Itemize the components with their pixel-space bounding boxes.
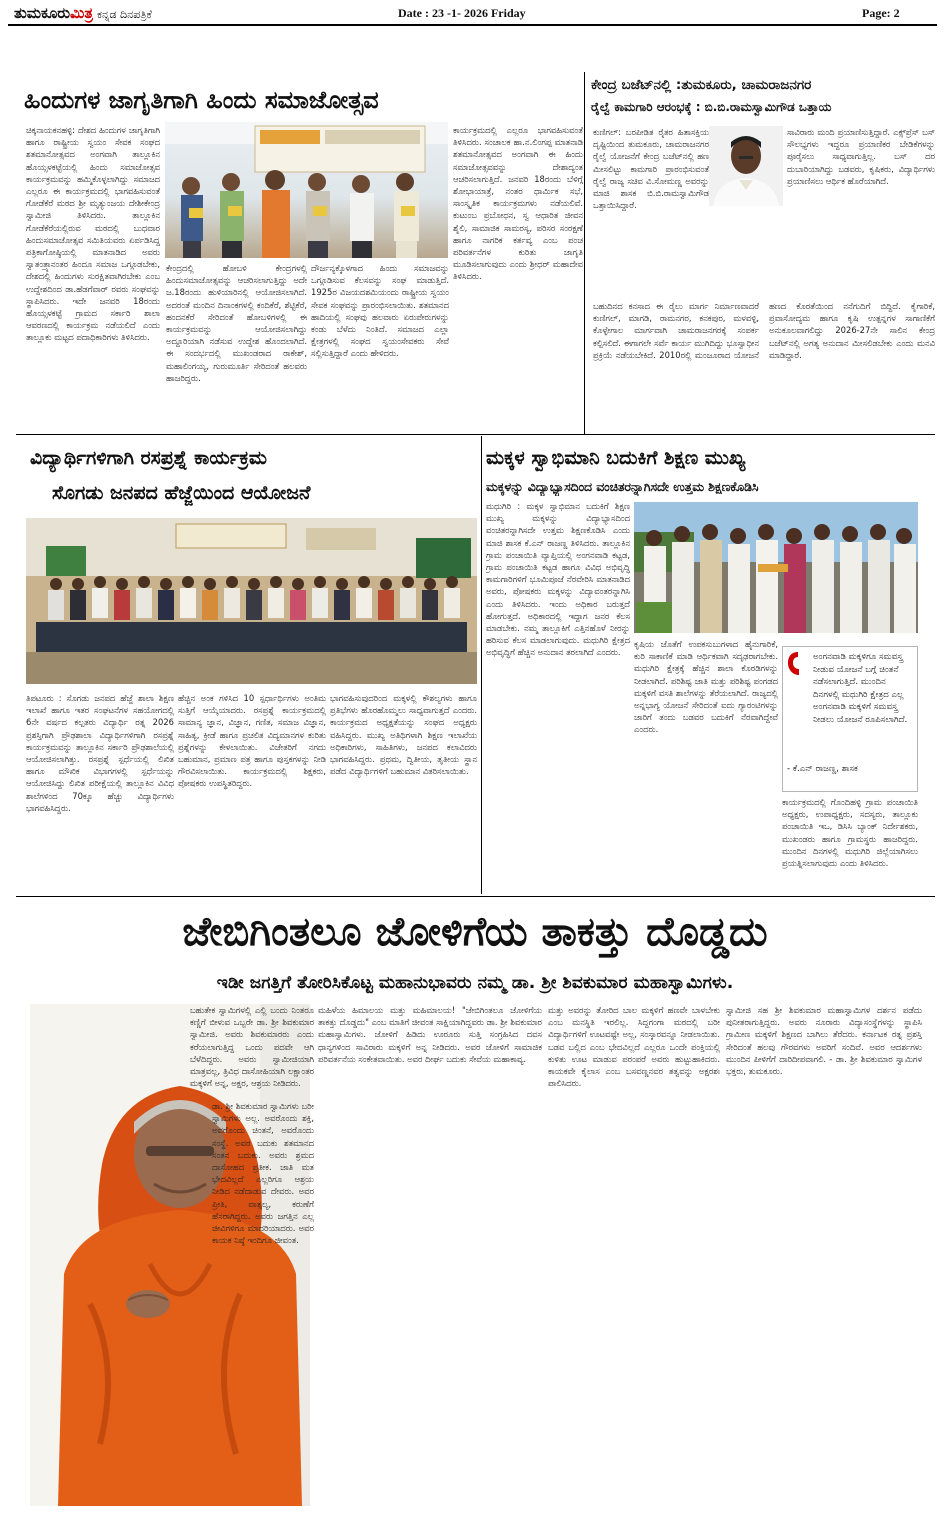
- story2-headline-line2: ರೈಲ್ವೆ ಕಾಮಗಾರಿ ಆರಂಭಕ್ಕೆ : ಬಿ.ಬಿ.ರಾಮಸ್ವಾಮಿಗೌಡ ಒತ್ತಾಯ: [591, 100, 832, 114]
- story1-col3: ದೌರ್ಜನ್ಯಕ್ಕೊಳಗಾದ ಹಿಂದು ಸಮಾಜವನ್ನು ಒಗ್ಗೂಡಿಸುವ ಕೆಲಸವನ್ನು ಸಂಘ ಮಾಡುತ್ತಿದೆ. 1925ರ ವಿಜಯದಶಮಿಯಂದು ರಾಷ್ಟ್ರೀಯ ಸ್ವಯಂ ಸೇವಕ ಸಂಘವನ್ನು ಪ್ರಾರಂಭಿಸಲಾಯಿತು. ಶತಮಾನದ ಹಾದಿಯಲ್ಲಿ ಸಂಘವು ಹಲವಾರು ಏರುಪೇರುಗಳನ್ನು ಕಂಡು ಬೆಳೆದು ನಿಂತಿದೆ. ಸಮಾಜದ ಎಲ್ಲಾ ಕ್ಷೇತ್ರಗಳಲ್ಲಿ ಸಂಘದ ಸ್ವಯಂಸೇವಕರು ಸೇವೆ ಸಲ್ಲಿಸುತ್ತಿದ್ದಾರೆ ಎಂದು ಹೇಳಿದರು.: [311, 263, 449, 359]
- story4-col1: ಮಧುಗಿರಿ : ಮಕ್ಕಳ ಸ್ವಾಭಿಮಾನ ಬದುಕಿಗೆ ಶಿಕ್ಷಣ ಮುಖ್ಯ ಮಕ್ಕಳನ್ನು ವಿದ್ಯಾಭ್ಯಾಸದಿಂದ ವಂಚಿತರನ್ನಾಗಿಸದೇ ಉತ್ತಮ ಶಿಕ್ಷಣಕೊಡಿಸಿ ಎಂದು ಮಾಜಿ ಶಾಸಕ ಕೆ.ಎನ್ ರಾಜಣ್ಣ ತಿಳಿಸಿದರು. ತಾಲ್ಲೂಕಿನ ಗ್ರಾಮ ಪಂಚಾಯಿತಿ ವ್ಯಾಪ್ತಿಯಲ್ಲಿ ಅಂಗನವಾಡಿ ಕಟ್ಟಡ, ಗ್ರಾಮ ಪಂಚಾಯಿತಿ ಕಟ್ಟಡ ಹಾಗೂ ವಿವಿಧ ಅಭಿವೃದ್ಧಿ ಕಾಮಗಾರಿಗಳಿಗೆ ಭೂಮಿಪೂಜೆ ನೆರವೇರಿಸಿ ಮಾತನಾಡಿದ ಅವರು, ಪೋಷಕರು ಮಕ್ಕಳನ್ನು ವಿದ್ಯಾವಂತರನ್ನಾಗಿಸಿ ಎಂದು ತಿಳಿಸಿದರು. ಇಂದು ಅಧಿಕಾರ ಬರುತ್ತದೆ ಹೋಗುತ್ತದೆ. ಅಧಿಕಾರದಲ್ಲಿ ಇದ್ದಾಗ ಜನರ ಕೆಲಸ ಮಾಡಬೇಕು. ನಮ್ಮ ತಾಲ್ಲೂಕಿಗೆ ಎತ್ತಿನಹೊಳೆ ನೀರನ್ನು ಹರಿಸುವ ಕೆಲಸ ಮಾಡಲಾಗುವುದು. ಮಧುಗಿರಿ ಕ್ಷೇತ್ರದ ಅಭಿವೃದ್ಧಿಗೆ ಹೆಚ್ಚಿನ ಅನುದಾನ ತರಲಾಗಿದೆ ಎಂದರು.: [486, 501, 630, 658]
- paper-subtitle: ಕನ್ನಡ ದಿನಪತ್ರಿಕೆ: [96, 8, 152, 21]
- story1-col4: ಕಾರ್ಯಕ್ರಮದಲ್ಲಿ ಎಲ್ಲರೂ ಭಾಗವಹಿಸುವಂತೆ ತಿಳಿಸಿದರು. ಸಂಚಾಲಕ ಹಾ.ನ.ಲಿಂಗಪ್ಪ ಮಾತನಾಡಿ ಶತಮಾನೋತ್ಸವದ ಅಂಗವಾಗಿ ಈ ಹಿಂದು ಸಮಾಜೋತ್ಸವವನ್ನು ದೇಶಾದ್ಯಂತ ಆಚರಿಸಲಾಗುತ್ತಿದೆ. ಜನವರಿ 18ರಂದು ಬೆಳಿಗ್ಗೆ ಶೋಭಾಯಾತ್ರೆ, ನಂತರ ಧಾರ್ಮಿಕ ಸಭೆ, ಸಾಂಸ್ಕೃತಿಕ ಕಾರ್ಯಕ್ರಮಗಳು ನಡೆಯಲಿವೆ. ಕುಟುಂಬ ಪ್ರಬೋಧನ, ಸ್ವ ಆಧಾರಿತ ಜೀವನ ಶೈಲಿ, ಸಾಮಾಜಿಕ ಸಾಮರಸ್ಯ, ಪರಿಸರ ಸಂರಕ್ಷಣೆ ಹಾಗೂ ನಾಗರಿಕ ಕರ್ತವ್ಯ ಎಂಬ ಪಂಚ ಪರಿವರ್ತನೆಗಳ ಕುರಿತು ಜಾಗೃತಿ ಮೂಡಿಸಲಾಗುವುದು ಎಂದು ಶ್ರೀಧರ್ ಮಹಾದೇವ ತಿಳಿಸಿದರು.: [453, 125, 583, 282]
- story5-col1: ಬಹುತೇಕ ಸ್ವಾಮಿಗಳಲ್ಲಿ ಎಲ್ಲಿ ಬಂದು ನಿಂತರೂ ಕಣ್ಣಿಗೆ ಬೀಳುವ ಒಬ್ಬರೇ ಡಾ. ಶ್ರೀ ಶಿವಕುಮಾರ ಸ್ವಾಮೀಜಿ. ಅವರು ಶಿವಕುಮಾರರು ಎಂದು ಕರೆಯಲಾಗುತ್ತಿದ್ದ ಒಂದು ಪದವೇ ಆಗಿ ಬೆಳೆದಿದ್ದರು. ಅವರು ಸ್ವಾಮೀಜಿಯಾಗಿ ಮಾತ್ರವಲ್ಲ, ತ್ರಿವಿಧ ದಾಸೋಹಿಯಾಗಿ ಲಕ್ಷಾಂತರ ಮಕ್ಕಳಿಗೆ ಅನ್ನ, ಅಕ್ಷರ, ಆಶ್ರಯ ನೀಡಿದರು.: [190, 1005, 314, 1089]
- story5-col2: ಡಾ. ಶ್ರೀ ಶಿವಕುಮಾರ ಸ್ವಾಮಿಗಳು ಬರೀ ಸ್ವಾಮಿಗಳು ಅಲ್ಲ. ಅವರೊಂದು ಶಕ್ತಿ, ಅವರೊಂದು ಚಿಂತನೆ, ಅವರೊಂದು ಸಂಸ್ಥೆ. ಅವರ ಬದುಕು ಶತಮಾನದ ಸಂತನ ಬದುಕು. ಅವರು ಶ್ರಮದ ದಾಸೋಹದ ಪ್ರತೀಕ. ಜಾತಿ ಮತ ಭೇದವಿಲ್ಲದೆ ಎಲ್ಲರಿಗೂ ಆಶ್ರಯ ನೀಡಿದ ನಡೆದಾಡುವ ದೇವರು. ಅವರ ಪ್ರೀತಿ, ವಾತ್ಸಲ್ಯ, ಕರುಣೆಗೆ ಹೆಸರಾಗಿದ್ದರು. ಅವರು ಜಗತ್ತಿನ ಎಲ್ಲ ಜೀವಿಗಳಿಗೂ ಮಾದರಿಯಾದರು. ಅವರ ಕಾಯಕ ನಿಷ್ಠೆ ಇಂದಿಗೂ ಜೀವಂತ.: [212, 1101, 314, 1246]
- story3-headline-line2: ಸೊಗಡು ಜನಪದ ಹೆಜ್ಜೆಯಿಂದ ಆಯೋಜನೆ: [52, 482, 311, 504]
- story4-quote-attribution: - ಕೆ.ಎನ್ ರಾಜಣ್ಣ, ಶಾಸಕ: [787, 764, 858, 774]
- story4-ceremony-photo: [634, 502, 918, 633]
- story5-col3: ಮಹಿಳೆಯ ಹಿಮಾಲಯ ಮತ್ತು ಮಹಿಮಾಲಯ! "ಜೇಬಿಗಿಂತಲೂ ಜೋಳಿಗೆಯ ತಾಕತ್ತು ದೊಡ್ಡದು" ಎಂಬ ಮಾತಿಗೆ ಜೀವಂತ ಸಾಕ್ಷಿಯಾಗಿದ್ದವರು ಡಾ. ಶ್ರೀ ಶಿವಕುಮಾರ ಮಹಾಸ್ವಾಮಿಗಳು. ಜೋಳಿಗೆ ಹಿಡಿದು ಊರೂರು ಸುತ್ತಿ ಸಂಗ್ರಹಿಸಿದ ದವಸ ಧಾನ್ಯಗಳಿಂದ ಸಾವಿರಾರು ಮಕ್ಕಳಿಗೆ ಅನ್ನ ನೀಡಿದರು. ಅವರ ಜೋಳಿಗೆ ಸಾಮಾಜಿಕ ಪರಿವರ್ತನೆಯ ಸಂಕೇತವಾಯಿತು. ಅವರ ದೀರ್ಘ ಬದುಕು ಸೇವೆಯ ಮಹಾಕಾವ್ಯ.: [318, 1005, 542, 1064]
- page-number: Page: 2: [862, 6, 900, 20]
- story5-col5: ಸ್ವಾಮೀಜಿ ಸಹ ಶ್ರೀ ಶಿವಕುಮಾರ ಮಹಾಸ್ವಾಮಿಗಳ ದರ್ಶನ ಪಡೆದು ಪುನೀತರಾಗುತ್ತಿದ್ದರು. ಅವರು ನೂರಾರು ವಿದ್ಯಾಸಂಸ್ಥೆಗಳನ್ನು ಸ್ಥಾಪಿಸಿ ಗ್ರಾಮೀಣ ಮಕ್ಕಳಿಗೆ ಶಿಕ್ಷಣದ ಬಾಗಿಲು ತೆರೆದರು. ಕರ್ನಾಟಕ ರತ್ನ ಪ್ರಶಸ್ತಿ ಸೇರಿದಂತೆ ಹಲವು ಗೌರವಗಳು ಅವರಿಗೆ ಸಂದಿವೆ. ಅವರ ಆದರ್ಶಗಳು ಮುಂದಿನ ಪೀಳಿಗೆಗೆ ದಾರಿದೀಪವಾಗಲಿ. - ಡಾ. ಶ್ರೀ ಶಿವಕುಮಾರ ಸ್ವಾಮಿಗಳ ಭಕ್ತರು, ತುಮಕೂರು.: [726, 1005, 922, 1077]
- column-divider: [481, 436, 482, 894]
- masthead-brand: [14, 4, 152, 22]
- story3-headline-line1: ವಿದ್ಯಾರ್ಥಿಗಳಿಗಾಗಿ ರಸಪ್ರಶ್ನೆ ಕಾರ್ಯಕ್ರಮ: [30, 447, 267, 469]
- story2-headline-line1: ಕೇಂದ್ರ ಬಜೆಟ್‌ನಲ್ಲಿ :ತುಮಕೂರು, ಚಾಮರಾಜನಗರ: [591, 77, 812, 93]
- story2-body-right: ಸಾವಿರಾರು ಮಂದಿ ಪ್ರಯಾಣಿಸುತ್ತಿದ್ದಾರೆ. ಎಕ್ಸ್‌ಪ್ರೆಸ್ ಬಸ್ ಸೌಲಭ್ಯಗಳು ಇದ್ದರೂ ಪ್ರಯಾಣಿಕರ ಬೇಡಿಕೆಗಳನ್ನು ಪೂರೈಸಲು ಸಾಧ್ಯವಾಗುತ್ತಿಲ್ಲ. ಬಸ್ ದರ ದುಬಾರಿಯಾಗಿದ್ದು ಬಡವರು, ಕೃಷಿಕರು, ವಿದ್ಯಾರ್ಥಿಗಳು ಪ್ರಯಾಣಿಸಲು ಆರ್ಥಿಕ ಹೊರೆಯಾಗಿದೆ.: [787, 127, 935, 186]
- story3-col3: ಭಾಗವಹಿಸುವುದರಿಂದ ಮಕ್ಕಳಲ್ಲಿ ಕೌಶಲ್ಯಗಳು ಹಾಗೂ ಪ್ರತಿಭೆಗಳು ಹೊರಹೊಮ್ಮಲು ಸಾಧ್ಯವಾಗುತ್ತದೆ ಎಂದರು. ಕಾರ್ಯಕ್ರಮದ ಅಧ್ಯಕ್ಷತೆಯನ್ನು ಸಂಘದ ಅಧ್ಯಕ್ಷರು ವಹಿಸಿದ್ದರು. ಮುಖ್ಯ ಅತಿಥಿಗಳಾಗಿ ಶಿಕ್ಷಣ ಇಲಾಖೆಯ ಅಧಿಕಾರಿಗಳು, ಸಾಹಿತಿಗಳು, ಜನಪದ ಕಲಾವಿದರು ಭಾಗವಹಿಸಿದ್ದರು. ಪ್ರಥಮ, ದ್ವಿತೀಯ, ತೃತೀಯ ಸ್ಥಾನ ಪಡೆದ ವಿದ್ಯಾರ್ಥಿಗಳಿಗೆ ಬಹುಮಾನ ವಿತರಿಸಲಾಯಿತು.: [330, 693, 477, 777]
- story4-subhead: ಮಕ್ಕಳನ್ನು ವಿದ್ಯಾಭ್ಯಾಸದಿಂದ ವಂಚಿತರನ್ನಾಗಿಸದೇ ಉತ್ತಮ ಶಿಕ್ಷಣಕೊಡಿಸಿ: [486, 480, 759, 494]
- story5-headline: ಜೇಬಿಗಿಂತಲೂ ಜೋಳಿಗೆಯ ತಾಕತ್ತು ದೊಡ್ಡದು: [182, 909, 768, 955]
- masthead-rule: [8, 24, 937, 26]
- story4-quote-box: [782, 646, 918, 792]
- story2-body-top: ಕುಣಿಗಲ್: ಬರಪೀಡಿತ ರೈತರ ಹಿತಾಸಕ್ತಿಯ ದೃಷ್ಟಿಯಿಂದ ತುಮಕೂರು, ಚಾಮರಾಜನಗರ ರೈಲ್ವೆ ಯೋಜನೆಗೆ ಕೇಂದ್ರ ಬಜೆಟ್‌ನಲ್ಲಿ ಹಣ ಮೀಸಲಿಟ್ಟು ಕಾಮಗಾರಿ ಪ್ರಾರಂಭಿಸುವಂತೆ ರೈಲ್ವೆ ರಾಜ್ಯ ಸಚಿವ ವಿ.ಸೋಮಣ್ಣ ಅವರನ್ನು ಮಾಜಿ ಶಾಸಕ ಬಿ.ಬಿ.ರಾಮಸ್ವಾಮಿಗೌಡ ಒತ್ತಾಯಿಸಿದ್ದಾರೆ.: [593, 127, 709, 211]
- story4-quote-text: ಅಂಗನವಾಡಿ ಮಕ್ಕಳಿಗೂ ಸಮವಸ್ತ್ರ ನೀಡುವ ಯೋಜನೆ ಬಗ್ಗೆ ಚಿಂತನೆ ನಡೆಸಲಾಗುತ್ತಿದೆ. ಮುಂದಿನ ದಿನಗಳಲ್ಲಿ ಮಧುಗಿರಿ ಕ್ಷೇತ್ರದ ಎಲ್ಲ ಅಂಗನವಾಡಿ ಮಕ್ಕಳಿಗೆ ಸಮವಸ್ತ್ರ ನೀಡಲು ಯೋಜನೆ ರೂಪಿಸಲಾಗಿದೆ.: [813, 652, 908, 725]
- story1-col1: ಚಿಕ್ಕನಾಯಕನಹಳ್ಳಿ: ದೇಶದ ಹಿಂದುಗಳ ಜಾಗೃತಿಗಾಗಿ ಹಾಗೂ ರಾಷ್ಟ್ರೀಯ ಸ್ವಯಂ ಸೇವಕ ಸಂಘದ ಶತಮಾನೋತ್ಸವದ ಅಂಗವಾಗಿ ತಾಲ್ಲೂಕಿನ ಹೊಯ್ಸಳಕಟ್ಟೆಯಲ್ಲಿ ಹಿಂದು ಸಮಾಜೋತ್ಸವ ಕಾರ್ಯಕ್ರಮವನ್ನು ಹಮ್ಮಿಕೊಳ್ಳಲಾಗಿದ್ದು ಸಮಾಜದ ಎಲ್ಲರೂ ಈ ಕಾರ್ಯಕ್ರಮದಲ್ಲಿ ಭಾಗವಹಿಸುವಂತೆ ಗೋಡೆಕೆರೆ ಮಠದ ಶ್ರೀ ಮೃತ್ಯುಂಜಯ ದೇಶೀಕೇಂದ್ರ ಸ್ವಾಮೀಜಿ ತಿಳಿಸಿದರು. ತಾಲ್ಲೂಕಿನ ಗೋಡೆಕೆರೆಯಲ್ಲಿರುವ ಮಠದಲ್ಲಿ ಬುಧವಾರ ಹಿಂದುಸಮಾಜೋತ್ಸವ ಸಮಿತಿಯವರು ಏರ್ಪಡಿಸಿದ್ದ ಪತ್ರಿಕಾಗೋಷ್ಠಿಯಲ್ಲಿ ಮಾತನಾಡಿದ ಅವರು ಸ್ವಾತಂತ್ರ್ಯಾನಂತರ ಹಿಂದೂ ಸಮಾಜ ಒಗ್ಗೂಡಬೇಕು, ದೇಶದಲ್ಲಿ ಹಿಂದುಗಳು ಸುರಕ್ಷಿತವಾಗಿರಬೇಕು ಎಂಬ ಉದ್ದೇಶದಿಂದ ಡಾ.ಹೆಡಗೆವಾರ್ ರವರು ಸಂಘವನ್ನು ಸ್ಥಾಪಿಸಿದರು. ಇದೇ ಜನವರಿ 18ರಂದು ಹೊಯ್ಸಳಕಟ್ಟೆ ಗ್ರಾಮದ ಸರ್ಕಾರಿ ಶಾಲಾ ಆವರಣದಲ್ಲಿ ಕಾರ್ಯಕ್ರಮ ನಡೆಯಲಿದೆ ಎಂದು ತಾಲ್ಲೂಕು ಮಟ್ಟದ ಪದಾಧಿಕಾರಿಗಳು ತಿಳಿಸಿದರು.: [26, 125, 160, 343]
- story4-col2: ಕೃಷಿಯ ಜೊತೆಗೆ ಉಪಕಸುಬುಗಳಾದ ಹೈನುಗಾರಿಕೆ, ಕುರಿ ಸಾಕಾಣಿಕೆ ಮಾಡಿ ಆರ್ಥಿಕವಾಗಿ ಸದೃಢರಾಗಬೇಕು. ಮಧುಗಿರಿ ಕ್ಷೇತ್ರಕ್ಕೆ ಹೆಚ್ಚಿನ ಶಾಲಾ ಕೊಠಡಿಗಳನ್ನು ನೀಡಲಾಗಿದೆ. ಪರಿಶಿಷ್ಟ ಜಾತಿ ಮತ್ತು ಪರಿಶಿಷ್ಟ ಪಂಗಡದ ಮಕ್ಕಳಿಗೆ ವಸತಿ ಶಾಲೆಗಳನ್ನು ತೆರೆಯಲಾಗಿದೆ. ರಾಜ್ಯದಲ್ಲಿ ಅನ್ನಭಾಗ್ಯ ಯೋಜನೆ ಸೇರಿದಂತೆ ಐದು ಗ್ಯಾರಂಟಿಗಳನ್ನು ಜಾರಿಗೆ ತಂದು ಬಡವರ ಬದುಕಿಗೆ ನೆರವಾಗಿದ್ದೇವೆ ಎಂದರು.: [634, 639, 778, 735]
- paper-prefix: ತುಮಕೂರು: [14, 4, 71, 22]
- story2-portrait-photo: [709, 126, 783, 206]
- story1-headline: ಹಿಂದುಗಳ ಜಾಗೃತಿಗಾಗಿ ಹಿಂದು ಸಮಾಜೋತ್ಸವ: [24, 86, 379, 114]
- story4-col3: ಕಾರ್ಯಕ್ರಮದಲ್ಲಿ ಗೊಂದಿಹಳ್ಳಿ ಗ್ರಾಮ ಪಂಚಾಯಿತಿ ಅಧ್ಯಕ್ಷರು, ಉಪಾಧ್ಯಕ್ಷರು, ಸದಸ್ಯರು, ತಾಲ್ಲೂಕು ಪಂಚಾಯಿತಿ ಇಒ, ಡಿಸಿಸಿ ಬ್ಯಾಂಕ್ ನಿರ್ದೇಶಕರು, ಮುಖಂಡರು ಹಾಗೂ ಗ್ರಾಮಸ್ಥರು ಹಾಜರಿದ್ದರು. ಮುಂದಿನ ದಿನಗಳಲ್ಲಿ ಮಧುಗಿರಿ ಜಿಲ್ಲೆಯಾಗಿಸಲು ಪ್ರಯತ್ನಿಸಲಾಗುವುದು ಎಂದು ತಿಳಿಸಿದರು.: [782, 797, 918, 869]
- quote-mark-icon: [787, 651, 809, 677]
- story5-col4: ಮತ್ತು ಅವರನ್ನು ತೋರಿದ ಬಾಲ ಮಕ್ಕಳಿಗೆ ಹಣವೇ ಬಾಳಬೇಕು ಎಂಬ ಮನಸ್ಥಿತಿ ಇರಲಿಲ್ಲ. ಸಿದ್ದಗಂಗಾ ಮಠದಲ್ಲಿ ಬರೀ ವಿದ್ಯಾರ್ಥಿಗಳಿಗೆ ಊಟವಷ್ಟೇ ಅಲ್ಲ, ಸಂಸ್ಕಾರವನ್ನೂ ನೀಡಲಾಯಿತು. ಬಡವ ಬಲ್ಲಿದ ಎಂಬ ಭೇದವಿಲ್ಲದೆ ಎಲ್ಲರೂ ಒಂದೇ ಪಂಕ್ತಿಯಲ್ಲಿ ಕುಳಿತು ಊಟ ಮಾಡುವ ಪರಂಪರೆ ಅವರು ಹುಟ್ಟುಹಾಕಿದರು. ಕಾಯಕವೇ ಕೈಲಾಸ ಎಂಬ ಬಸವಣ್ಣನವರ ತತ್ವವನ್ನು ಅಕ್ಷರಶಃ ಪಾಲಿಸಿದರು.: [548, 1005, 720, 1089]
- column-divider: [584, 72, 585, 434]
- story5-subhead: ಇಡೀ ಜಗತ್ತಿಗೆ ತೋರಿಸಿಕೊಟ್ಟ ಮಹಾನುಭಾವರು ನಮ್ಮ ಡಾ. ಶ್ರೀ ಶಿವಕುಮಾರ ಮಹಾಸ್ವಾಮಿಗಳು.: [216, 973, 734, 993]
- section-rule: [16, 896, 935, 897]
- story1-col2: ಕೇಂದ್ರದಲ್ಲಿ ಹೋಬಳಿ ಕೇಂದ್ರಗಳಲ್ಲಿ ಹಿಂದುಸಮಾಜೋತ್ಸವನ್ನು ಆಚರಿಸಲಾಗುತ್ತಿದ್ದು ಅದೇ ಜ.18ರಂದು ಹುಳಿಯಾರಿನಲ್ಲಿ ಆಯೋಜಿಸಲಾಗಿದೆ. ಅದರಂತೆ ಮಂದಿನ ದಿನಾಂಕಗಳಲ್ಲಿ ಕಂದಿಕೆರೆ, ಶೆಟ್ಟಿಕೆರೆ, ಹಂದನಕೆರೆ ಸೇರಿದಂತೆ ಹೋಬಳಿಗಳಲ್ಲಿ ಈ ಕಾರ್ಯಕ್ರಮವನ್ನು ಆಯೋಜಿಸಲಾಗಿದ್ದು ಅದ್ದೂರಿಯಾಗಿ ನಡೆಸುವ ಉದ್ದೇಶ ಹೊಂದಲಾಗಿದೆ. ಈ ಸಂದರ್ಭದಲ್ಲಿ ಮುಖಂಡರಾದ ರಾಕೇಶ್, ಮಹಾಲಿಂಗಯ್ಯ, ಗುರುಮೂರ್ತಿ ಸೇರಿದಂತೆ ಹಲವರು ಹಾಜರಿದ್ದರು.: [166, 263, 307, 383]
- story3-col2: ಹೆಚ್ಚಿನ ಅಂಕ ಗಳಿಸಿದ 10 ಸ್ಪರ್ಧಾರ್ಥಿಗಳು ಅಂತಿಮ ಸುತ್ತಿಗೆ ಆಯ್ಕೆಯಾದರು. ರಸಪ್ರಶ್ನೆ ಕಾರ್ಯಕ್ರಮದಲ್ಲಿ ಸಾಮಾನ್ಯ ಜ್ಞಾನ, ವಿಜ್ಞಾನ, ಗಣಿತ, ಸಮಾಜ ವಿಜ್ಞಾನ, ಸಾಹಿತ್ಯ, ಕ್ರೀಡೆ ಹಾಗೂ ಪ್ರಚಲಿತ ವಿದ್ಯಮಾನಗಳ ಕುರಿತು ಪ್ರಶ್ನೆಗಳನ್ನು ಕೇಳಲಾಯಿತು. ವಿಜೇತರಿಗೆ ನಗದು ಬಹುಮಾನ, ಪ್ರಮಾಣ ಪತ್ರ ಹಾಗೂ ಪುಸ್ತಕಗಳನ್ನು ನೀಡಿ ಗೌರವಿಸಲಾಯಿತು. ಕಾರ್ಯಕ್ರಮದಲ್ಲಿ ಶಿಕ್ಷಕರು, ಪೋಷಕರು ಉಪಸ್ಥಿತರಿದ್ದರು.: [178, 693, 326, 789]
- story3-students-photo: [26, 518, 477, 684]
- section-rule: [16, 434, 935, 435]
- story3-col1: ತಿಪಟೂರು : ಸೊಗಡು ಜನಪದ ಹೆಜ್ಜೆ ಶಾಲಾ ಶಿಕ್ಷಣ ಇಲಾಖೆ ಹಾಗೂ ಇತರ ಸಂಘಟನೆಗಳ ಸಹಯೋಗದಲ್ಲಿ 6ನೇ ವರ್ಷದ ಕಲ್ಪತರು ವಿದ್ಯಾರ್ಥಿ ರತ್ನ 2026 ಪ್ರಶಸ್ತಿಗಾಗಿ ಪ್ರೌಢಶಾಲಾ ವಿದ್ಯಾರ್ಥಿಗಳಿಗಾಗಿ ರಸಪ್ರಶ್ನೆ ಕಾರ್ಯಕ್ರಮವನ್ನು ತಾಲ್ಲೂಕಿನ ಸರ್ಕಾರಿ ಪ್ರೌಢಶಾಲೆಯಲ್ಲಿ ಆಯೋಜಿಸಲಾಗಿತ್ತು. ರಸಪ್ರಶ್ನೆ ಸ್ಪರ್ಧೆಯಲ್ಲಿ ಲಿಖಿತ ಹಾಗೂ ಮೌಖಿಕ ವಿಭಾಗಗಳಲ್ಲಿ ಸ್ಪರ್ಧೆಯನ್ನು ಆಯೋಜಿಸಿದ್ದು ಲಿಖಿತ ಪರೀಕ್ಷೆಯಲ್ಲಿ ತಾಲ್ಲೂಕಿನ ವಿವಿಧ ಶಾಲೆಗಳಿಂದ 70ಕ್ಕೂ ಹೆಚ್ಚು ವಿದ್ಯಾರ್ಥಿಗಳು ಭಾಗವಹಿಸಿದ್ದರು.: [26, 693, 174, 813]
- story1-event-photo: [165, 122, 448, 258]
- story2-body-bottom: ಬಹುದಿನದ ಕನಸಾದ ಈ ರೈಲು ಮಾರ್ಗ ನಿರ್ಮಾಣವಾದರೆ ಕುಣಿಗಲ್, ಮಾಗಡಿ, ರಾಮನಗರ, ಕನಕಪುರ, ಮಳವಳ್ಳಿ, ಕೊಳ್ಳೇಗಾಲ ಮಾರ್ಗವಾಗಿ ಚಾಮರಾಜನಗರಕ್ಕೆ ಸಂಪರ್ಕ ಕಲ್ಪಿಸಲಿದೆ. ಈಗಾಗಲೇ ಸರ್ವೆ ಕಾರ್ಯ ಮುಗಿದಿದ್ದು ಭೂಸ್ವಾಧೀನ ಪ್ರಕ್ರಿಯೆ ನಡೆಯಬೇಕಿದೆ. 2010ರಲ್ಲಿ ಮಂಜೂರಾದ ಯೋಜನೆ ಹಣದ ಕೊರತೆಯಿಂದ ನನೆಗುದಿಗೆ ಬಿದ್ದಿದೆ. ಕೈಗಾರಿಕೆ, ಪ್ರವಾಸೋದ್ಯಮ ಹಾಗೂ ಕೃಷಿ ಉತ್ಪನ್ನಗಳ ಸಾಗಾಣಿಕೆಗೆ ಅನುಕೂಲವಾಗಲಿದ್ದು 2026-27ನೇ ಸಾಲಿನ ಕೇಂದ್ರ ಬಜೆಟ್‌ನಲ್ಲಿ ಅಗತ್ಯ ಅನುದಾನ ಮೀಸಲಿಡಬೇಕು ಎಂದು ಮನವಿ ಮಾಡಿದ್ದಾರೆ.: [593, 301, 935, 360]
- story4-headline: ಮಕ್ಕಳ ಸ್ವಾಭಿಮಾನಿ ಬದುಕಿಗೆ ಶಿಕ್ಷಣ ಮುಖ್ಯ: [486, 447, 746, 469]
- paper-name: ಮಿತ್ರ: [70, 4, 93, 22]
- issue-date: Date : 23 -1- 2026 Friday: [398, 6, 526, 20]
